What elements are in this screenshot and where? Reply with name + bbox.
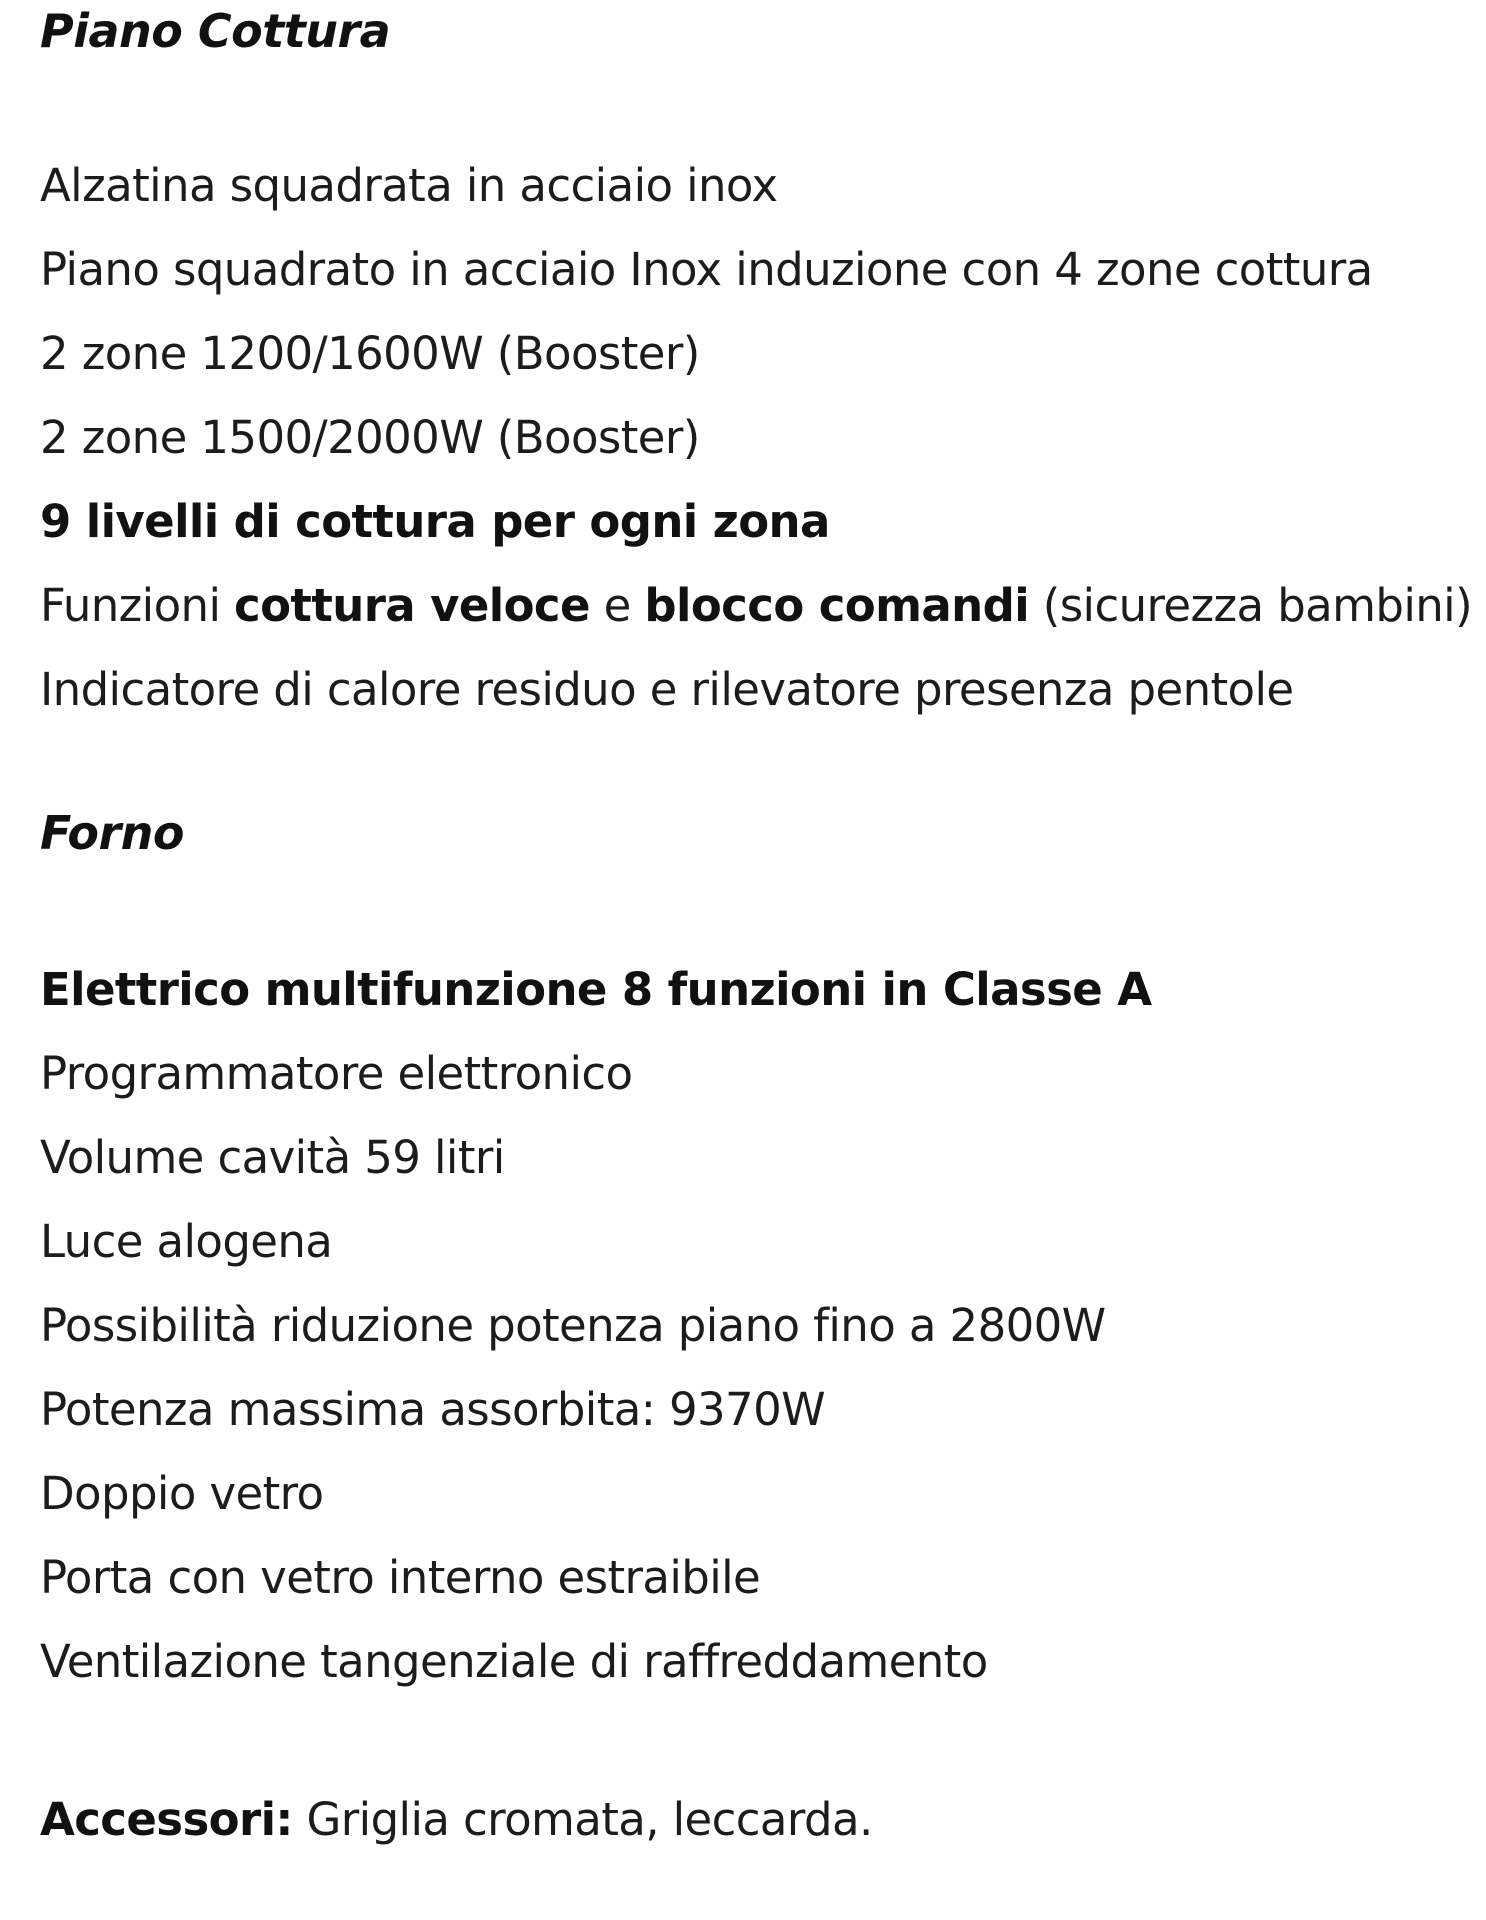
accessori-line <box>40 1778 1460 1862</box>
section-title-forno: Forno <box>40 806 184 860</box>
spec-line-ventilazione: Ventilazione tangenziale di raffreddamento <box>40 1635 988 1688</box>
funzioni-prefix: Funzioni <box>40 579 235 632</box>
spec-line-luce: Luce alogena <box>40 1215 333 1268</box>
spec-line-zone-1200: 2 zone 1200/1600W (Booster) <box>40 327 700 380</box>
funzioni-cottura-veloce: cottura veloce <box>234 579 590 632</box>
spacer <box>40 864 1460 948</box>
spec-line-piano-induzione: Piano squadrato in acciaio Inox induzione con 4 zone cottura <box>40 243 1373 296</box>
spec-line-zone-1500: 2 zone 1500/2000W (Booster) <box>40 411 700 464</box>
accessori-label: Accessori: <box>40 1793 293 1846</box>
spec-line-programmatore: Programmatore elettronico <box>40 1047 633 1100</box>
spacer <box>40 732 1460 802</box>
section-title-piano-cottura: Piano Cottura <box>40 4 391 58</box>
spec-line-elettrico-multifunzione: Elettrico multifunzione 8 funzioni in Classe A <box>40 963 1152 1016</box>
spec-line-livelli-cottura: 9 livelli di cottura per ogni zona <box>40 495 830 548</box>
spec-line-riduzione-potenza: Possibilità riduzione potenza piano fino a 2800W <box>40 1299 1106 1352</box>
spec-line-potenza-massima: Potenza massima assorbita: 9370W <box>40 1383 825 1436</box>
spacer <box>40 1704 1460 1778</box>
funzioni-conjunction: e <box>589 579 645 632</box>
funzioni-blocco-comandi: blocco comandi <box>644 579 1030 632</box>
spec-line-funzioni <box>40 564 1473 648</box>
spec-line-indicatore: Indicatore di calore residuo e rilevatore presenza pentole <box>40 663 1294 716</box>
spec-line-doppio-vetro: Doppio vetro <box>40 1467 324 1520</box>
product-spec-document <box>40 0 1473 1862</box>
spec-line-volume: Volume cavità 59 litri <box>40 1131 505 1184</box>
accessori-value: Griglia cromata, leccarda. <box>292 1793 873 1846</box>
spacer <box>40 62 1460 144</box>
spec-line-porta: Porta con vetro interno estraibile <box>40 1551 761 1604</box>
funzioni-suffix: (sicurezza bambini) <box>1029 579 1473 632</box>
spec-line-alzatina: Alzatina squadrata in acciaio inox <box>40 159 778 212</box>
